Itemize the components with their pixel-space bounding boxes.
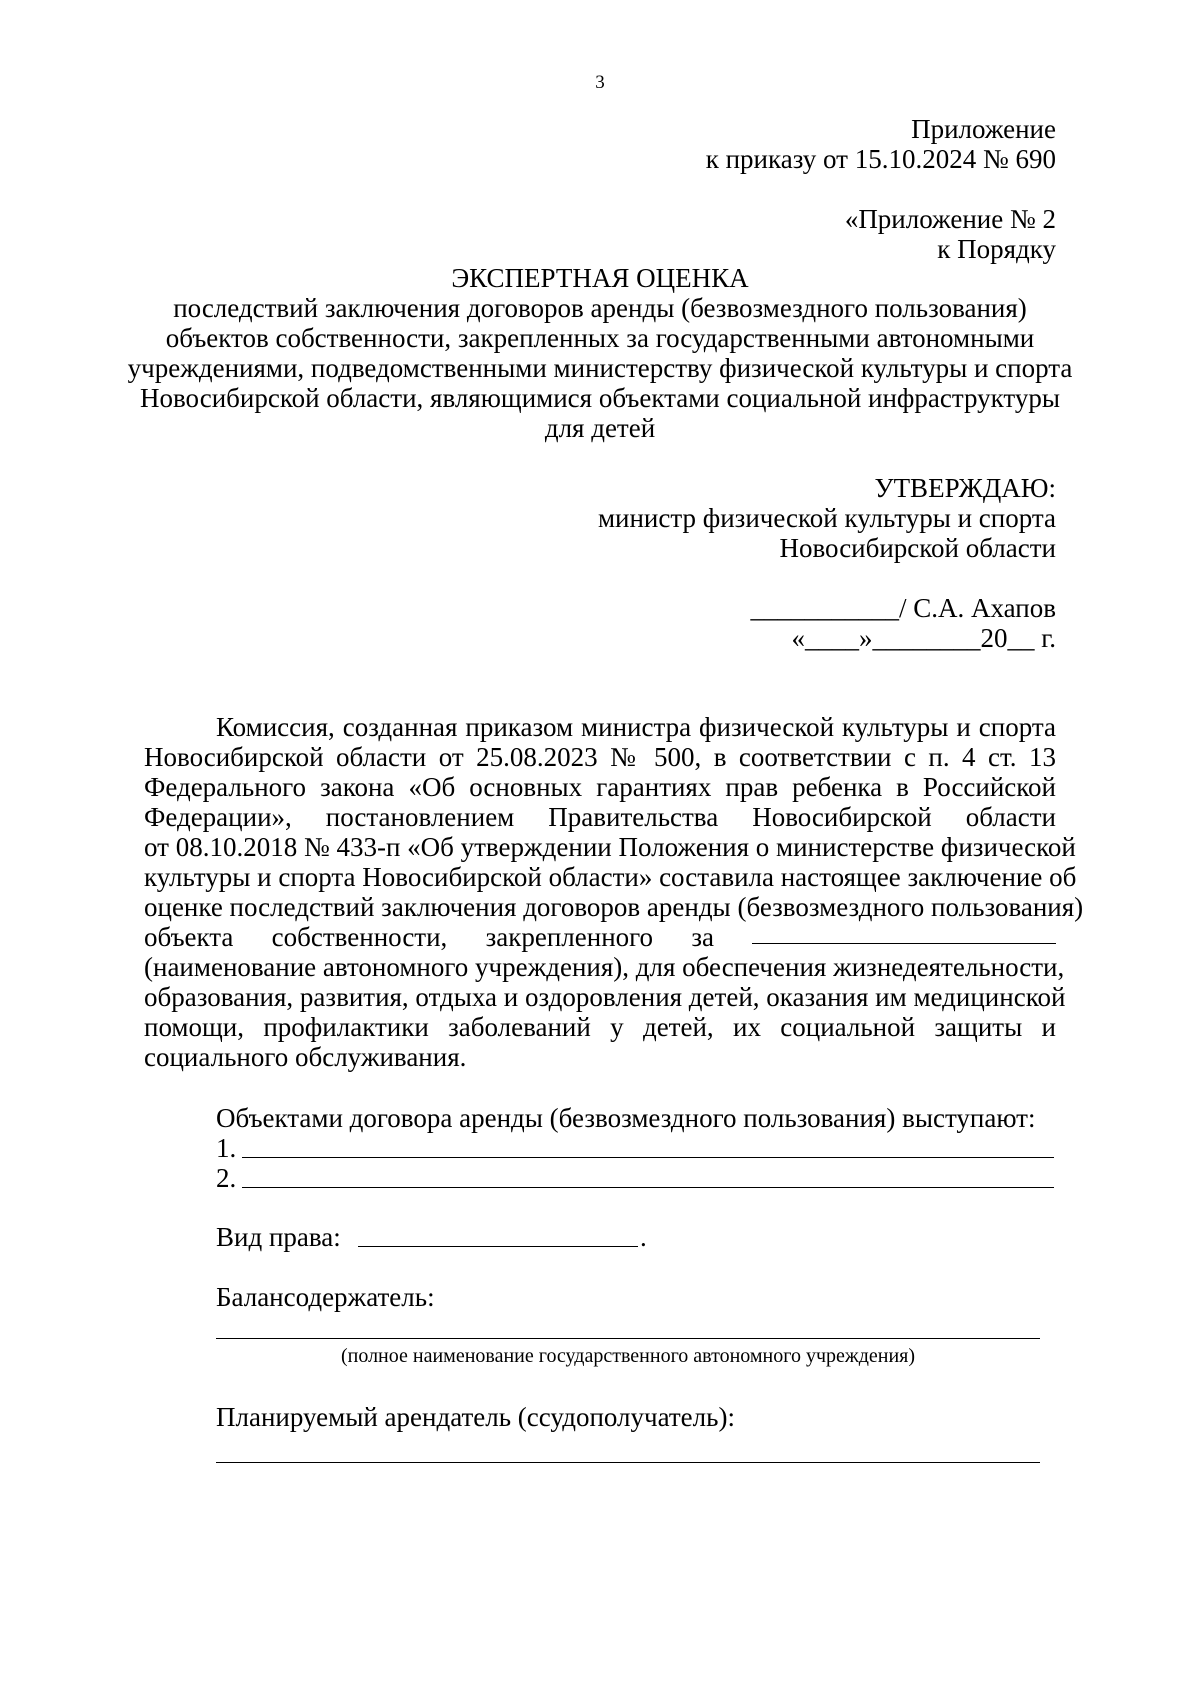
paragraph-line: Новосибирской области от 25.08.2023 № 500, в соответствии с п. 4 ст. 13 [144,742,1056,772]
appendix2-line1: «Приложение № 2 [844,204,1056,234]
object-item-2-number: 2. [216,1163,237,1193]
title-line: для детей [544,413,656,443]
paragraph-line: Комиссия, созданная приказом министра физической культуры и спорта [216,712,1056,742]
appendix-line2: к приказу от 15.10.2024 № 690 [705,144,1056,174]
title-line: учреждениями, подведомственными министерству физической культуры и спорта [127,353,1073,383]
institution-name-blank [752,943,1056,944]
object-item-2-blank [242,1187,1054,1188]
title-line: объектов собственности, закрепленных за государственными автономными [165,323,1035,353]
title-line: Новосибирской области, являющимися объектами социальной инфраструктуры [139,383,1061,413]
objects-intro: Объектами договора аренды (безвозмездного пользования) выступают: [216,1103,1036,1133]
appendix-line1: Приложение [911,114,1056,144]
holder-caption: (полное наименование государственного автономного учреждения) [340,1345,916,1367]
right-type-end: . [640,1222,647,1252]
paragraph-line: социального обслуживания. [144,1042,467,1072]
commission-paragraph [144,712,1084,1072]
approve-label: УТВЕРЖДАЮ: [874,473,1056,503]
document-title: ЭКСПЕРТНАЯ ОЦЕНКА [451,263,749,293]
holder-label: Балансодержатель: [216,1282,435,1312]
appendix2-line2: к Порядку [937,234,1056,264]
paragraph-line: оценке последствий заключения договоров аренды (безвозмездного пользования) [144,892,1084,922]
object-item-1-number: 1. [216,1133,237,1163]
object-item-1-blank [242,1157,1054,1158]
paragraph-line: от 08.10.2018 № 433-п «Об утверждении Положения о министерстве физической [144,832,1076,862]
paragraph-line: образования, развития, отдыха и оздоровления детей, оказания им медицинской [144,982,1066,1012]
paragraph-line: Федерации», постановлением Правительства Новосибирской области [144,802,1056,832]
page-number: 3 [595,72,605,93]
right-type-blank [358,1246,638,1247]
paragraph-line: (наименование автономного учреждения), для обеспечения жизнедеятельности, [144,952,1065,982]
approver-position-1: министр физической культуры и спорта [597,503,1056,533]
tenant-label: Планируемый арендатель (ссудополучатель): [216,1402,735,1432]
approver-signature: ___________/ С.А. Ахапов [750,593,1056,623]
approver-position-2: Новосибирской области [779,533,1056,563]
paragraph-line: Федерального закона «Об основных гарантиях прав ребенка в Российской [144,772,1056,802]
paragraph-line: объекта собственности, закрепленного за [144,922,714,952]
tenant-blank [216,1462,1040,1463]
paragraph-line: помощи, профилактики заболеваний у детей, их социальной защиты и [144,1012,1056,1042]
holder-blank [216,1338,1040,1339]
title-line: последствий заключения договоров аренды (безвозмездного пользования) [173,293,1027,323]
paragraph-line: культуры и спорта Новосибирской области» составила настоящее заключение об [144,862,1077,892]
right-type-label: Вид права: [216,1222,341,1252]
approval-date: «____»________20__ г. [791,623,1056,653]
